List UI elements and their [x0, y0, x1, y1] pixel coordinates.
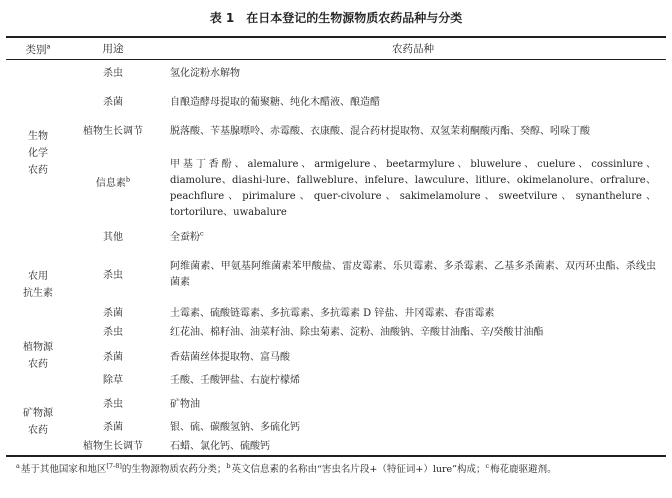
row-use: 杀菌 — [103, 352, 123, 363]
table-title: 表 1 在日本登记的生物源物质农药品种与分类 — [209, 11, 463, 25]
row-use: 杀虫 — [103, 399, 123, 410]
bottom-rule — [6, 455, 666, 457]
row-use: 杀菌 — [103, 97, 123, 108]
row-variety: 矿物油 — [170, 399, 200, 410]
row-variety: 自酿造酵母提取的葡聚糖、纯化木醋液、酿造醋 — [170, 97, 380, 108]
row-use: 杀菌 — [103, 308, 123, 319]
category-botanical: 植物源 农药 — [23, 342, 53, 370]
row-use: 杀虫 — [103, 327, 123, 338]
row-variety: 银、硫、碳酸氢钠、多硫化钙 — [170, 422, 300, 433]
row-use: 植物生长调节 — [83, 126, 143, 137]
row-use: 杀菌 — [103, 422, 123, 433]
row-variety: 壬酸、壬酸钾盐、右旋柠檬烯 — [170, 375, 300, 386]
row-variety: 香菇菌丝体提取物、富马酸 — [170, 352, 290, 363]
category-antibiotic: 农用 抗生素 — [23, 271, 53, 299]
row-use: 杀虫 — [103, 68, 123, 79]
header-rule — [6, 59, 666, 60]
table-footnote: $^a$ 基于其他国家和地区[7-8]的生物源物质农药分类；$^b$ 英文信息素的名称由“害虫名片段+（特征词+）lure”构成；$^c$ 梅花鹿驱避剂。 — [16, 461, 557, 475]
row-variety: 土霉素、硫酸链霉素、多抗霉素、多抗霉素 D 锌盐、井冈霉素、春雷霉素 — [170, 308, 495, 319]
row-use: 植物生长调节 — [83, 441, 143, 452]
header-variety: 农药品种 — [392, 43, 434, 55]
row-variety: 石蜡、氯化钙、硫酸钙 — [170, 441, 270, 452]
header-use: 用途 — [102, 43, 124, 55]
row-variety: 红花油、棉籽油、油菜籽油、除虫菊素、淀粉、油酸钠、辛酸甘油酯、辛/癸酸甘油酯 — [170, 327, 544, 338]
header-category: 类别$^a$ — [25, 42, 51, 56]
category-biochemical: 生物 化学 农药 — [28, 131, 48, 176]
top-rule — [6, 36, 666, 38]
row-use: 杀虫 — [103, 270, 123, 281]
row-variety: 氢化淀粉水解物 — [170, 68, 240, 79]
row-variety: 甲基丁香酚、alemalure、armigelure、beetarmylure、bluwelure、cuelure、cossinlure、diamolure、diashi-lure、fallweblure、infelure、lawculure、litlure、okimelanolure、orfralure、peachflure、pirimalure、quer-civolure、sakimelamolure、sweetvilure、synanthelure、tortorilure、uwabalure — [170, 159, 656, 218]
row-variety: 全蚕粉$^c$ — [170, 229, 204, 243]
row-use: 其他 — [103, 232, 123, 243]
category-mineral: 矿物源 农药 — [23, 408, 53, 436]
row-variety: 阿维菌素、甲氨基阿维菌素苯甲酸盐、雷皮霉素、乐贝霉素、多杀霉素、乙基多杀菌素、双丙环虫酯、杀线虫菌素 — [170, 261, 656, 288]
row-variety: 脱落酸、苄基腺嘌呤、赤霉酸、衣康酸、混合药材提取物、双氢茉莉酮酸丙酯、癸醇、吲哚丁酸 — [170, 126, 590, 137]
row-use: 除草 — [103, 375, 123, 386]
row-use: 信息素$^b$ — [95, 175, 131, 189]
